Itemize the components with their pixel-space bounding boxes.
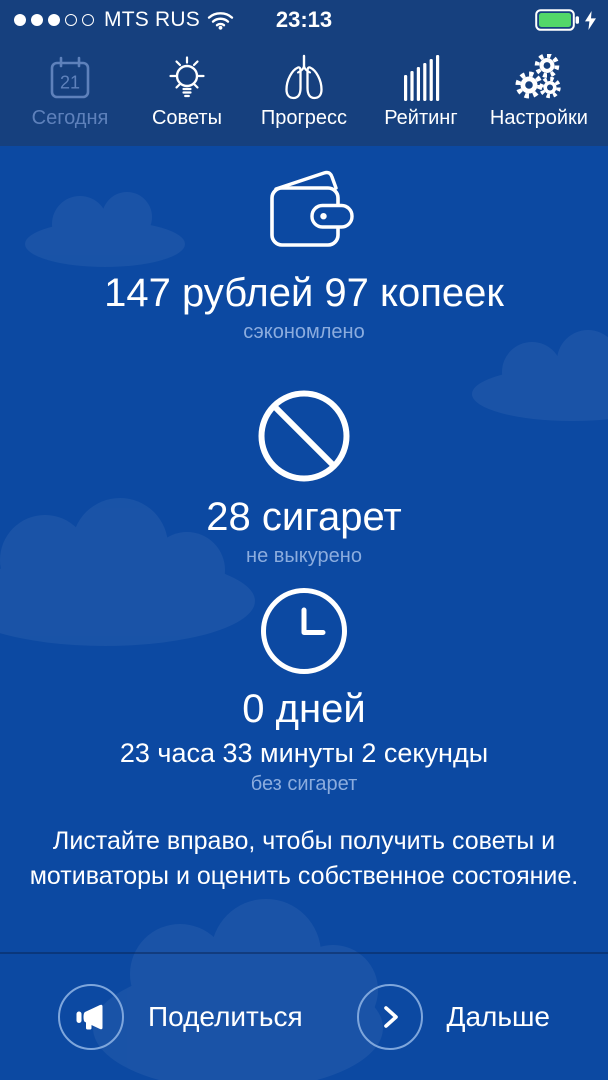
calendar-icon: [47, 52, 93, 104]
tab-label: Рейтинг: [384, 107, 458, 129]
tab-rating[interactable]: [373, 52, 469, 130]
carrier-label: MTS RUS: [104, 8, 200, 31]
money-saved-stat: [0, 166, 608, 345]
battery-icon: [535, 9, 580, 31]
tab-label: Прогресс: [260, 107, 348, 129]
lightbulb-icon: [165, 52, 209, 104]
time-smoke-free-stat: [0, 584, 608, 797]
charging-bolt-icon: [585, 11, 596, 30]
next-button[interactable]: [357, 984, 551, 1050]
cigarettes-value: 28 сигарет: [206, 495, 402, 539]
lungs-icon: [281, 52, 327, 104]
tab-bar: [0, 38, 608, 130]
days-value: 0 дней: [242, 687, 366, 731]
no-smoking-icon: [254, 386, 354, 486]
tab-label: Настройки: [489, 107, 588, 129]
megaphone-icon: [74, 1000, 108, 1034]
money-saved-value: 147 рублей 97 копеек: [104, 271, 504, 315]
share-button-circle: [58, 984, 124, 1050]
money-saved-caption: сэкономлено: [243, 321, 365, 343]
tab-label: Сегодня: [31, 107, 109, 129]
tab-label: Советы: [151, 107, 222, 129]
cellular-signal-dots-icon: [14, 14, 94, 26]
tab-settings[interactable]: [490, 52, 588, 130]
chevron-right-icon: [375, 1002, 405, 1032]
rating-bars-icon: [398, 52, 444, 104]
status-clock-label: 23:13: [275, 7, 333, 32]
wifi-icon: [207, 11, 234, 30]
share-button[interactable]: [58, 984, 303, 1050]
tab-advice[interactable]: [139, 52, 235, 130]
cigarettes-caption: не выкурено: [246, 545, 362, 567]
share-button-label: Поделиться: [148, 1000, 303, 1032]
time-detail-value: 23 часа 33 минуты 2 секунды: [119, 738, 489, 768]
cigarettes-not-smoked-stat: [0, 386, 608, 569]
calendar-day-number: 21: [59, 72, 81, 93]
wallet-icon: [248, 166, 360, 262]
gears-icon: [514, 52, 564, 104]
next-button-label: Дальше: [446, 1000, 550, 1032]
next-button-circle: [357, 984, 423, 1050]
time-caption: без сигарет: [250, 773, 358, 795]
header: [0, 0, 608, 146]
swipe-hint-text: Листайте вправо, чтобы получить советы и мотиваторы и оценить собственное состояние.: [29, 827, 579, 890]
tab-today[interactable]: [22, 52, 118, 130]
tab-progress[interactable]: [256, 52, 352, 130]
status-bar: [0, 0, 608, 38]
footer-bar: [0, 953, 608, 1080]
clock-icon: [257, 584, 351, 678]
